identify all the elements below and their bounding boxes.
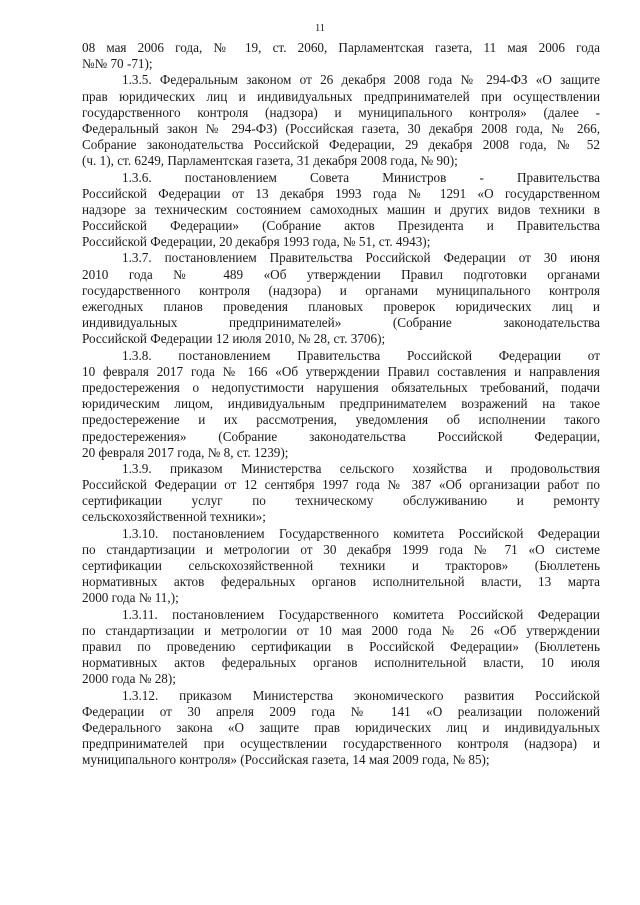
text-line: предпринимателей при осуществлении государственного контроля (надзора) и	[82, 736, 600, 752]
text-line: прав юридических лиц и индивидуальных предпринимателей при осуществлении	[82, 88, 600, 104]
text-line: 1.3.10. постановлением Государственного комитета Российской Федерации	[122, 525, 600, 541]
text-line: сертификации сельскохозяйственной техники и тракторов» (Бюллетень	[82, 558, 600, 573]
text-line: индивидуальных предпринимателей» (Собрание законодательства	[82, 315, 600, 331]
text-line: Российской Федерации от 12 сентября 1997 года № 387 «Об организации работ по	[82, 477, 600, 493]
text-line: государственного контроля (надзора) и муниципального контроля» (далее -	[82, 104, 600, 120]
paragraph-cont	[82, 40, 600, 72]
text-line: по стандартизации и метрологии от 10 мая 2000 года № 26 «Об утверждении	[82, 622, 600, 638]
text-line: 2000 года № 28);	[82, 671, 176, 687]
text-line: 08 мая 2006 года, № 19, ст. 2060, Парламентская газета, 11 мая 2006 года	[82, 40, 600, 55]
text-line: Собрание законодательства Российской Федерации, 29 декабря 2008 года, № 52	[82, 137, 600, 153]
text-line: надзоре за техническим состоянием самоходных машин и других видов техники в	[82, 201, 600, 217]
text-line: №№ 70 -71);	[82, 56, 153, 72]
text-line: 2010 года № 489 «Об утверждении Правил подготовки органами	[82, 266, 600, 282]
paragraph-1-3-10	[82, 526, 600, 607]
paragraph-1-3-12	[82, 688, 600, 769]
text-line: правил по проведению сертификации в Российской Федерации» (Бюллетень	[82, 638, 600, 654]
paragraph-1-3-11	[82, 607, 600, 688]
text-line: 2000 года № 11,);	[82, 590, 179, 606]
text-line: 10 февраля 2017 года № 166 «Об утверждении Правил составления и направления	[82, 363, 600, 379]
text-line: нормативных актов федеральных органов исполнительной власти, 13 марта	[82, 574, 600, 590]
text-line: Федерального закона «О защите прав юридических лиц и индивидуальных	[82, 719, 600, 735]
text-line: 1.3.7. постановлением Правительства Российской Федерации от 30 июня	[122, 250, 600, 266]
document-body	[82, 40, 600, 768]
paragraph-1-3-6	[82, 170, 600, 251]
text-line: по стандартизации и метрологии от 30 декабря 1999 года № 71 «О системе	[82, 541, 600, 557]
text-line: 1.3.9. приказом Министерства сельского хозяйства и продовольствия	[122, 460, 600, 476]
text-line: предостережения о недопустимости нарушения обязательных требований, подачи	[82, 379, 600, 395]
paragraph-1-3-9	[82, 461, 600, 526]
text-line: Федеральный закон № 294-ФЗ) (Российская газета, 30 декабря 2008 года, № 266,	[82, 120, 600, 136]
text-line: предостережение и их рассмотрения, уведомления об исполнении такого	[82, 412, 600, 428]
text-line: 20 февраля 2017 года, № 8, ст. 1239);	[82, 444, 289, 460]
text-line: государственного контроля (надзора) и органами муниципального контроля	[82, 282, 600, 298]
text-line: Федерации от 30 апреля 2009 года № 141 «О реализации положений	[82, 703, 600, 719]
text-line: Российской Федерации, 20 декабря 1993 года, № 51, ст. 4943);	[82, 234, 431, 250]
text-line: сельскохозяйственной техники»;	[82, 509, 266, 525]
text-line: Российской Федерации» (Собрание актов Президента и Правительства	[82, 218, 600, 234]
text-line: Российской Федерации 12 июля 2010, № 28, ст. 3706);	[82, 331, 386, 347]
text-line: ежегодных планов проведения плановых проверок юридических лиц и	[82, 299, 600, 314]
text-line: муниципального контроля» (Российская газета, 14 мая 2009 года, № 85);	[82, 752, 490, 768]
text-line: сертификации услуг по техническому обслуживанию и ремонту	[82, 493, 600, 509]
text-line: 1.3.6. постановлением Совета Министров - Правительства	[122, 169, 600, 185]
text-line: Российской Федерации от 13 декабря 1993 года № 1291 «О государственном	[82, 185, 600, 201]
paragraph-1-3-8	[82, 348, 600, 461]
text-line: нормативных актов федеральных органов исполнительной власти, 10 июля	[82, 655, 600, 671]
text-line: 1.3.8. постановлением Правительства Российской Федерации от	[122, 347, 600, 363]
text-line: предостережения» (Собрание законодательства Российской Федерации,	[82, 428, 600, 444]
paragraph-1-3-7	[82, 250, 600, 347]
text-line: (ч. 1), ст. 6249, Парламентская газета, 31 декабря 2008 года, № 90);	[82, 153, 458, 169]
text-line: 1.3.11. постановлением Государственного комитета Российской Федерации	[122, 606, 600, 622]
page-number: 11	[314, 23, 326, 34]
text-line: 1.3.12. приказом Министерства экономического развития Российской	[122, 687, 600, 703]
text-line: юридическим лицом, индивидуальным предпринимателем возражений на такое	[82, 396, 600, 412]
paragraph-1-3-5	[82, 72, 600, 169]
text-line: 1.3.5. Федеральным законом от 26 декабря 2008 года № 294-ФЗ «О защите	[122, 72, 600, 88]
